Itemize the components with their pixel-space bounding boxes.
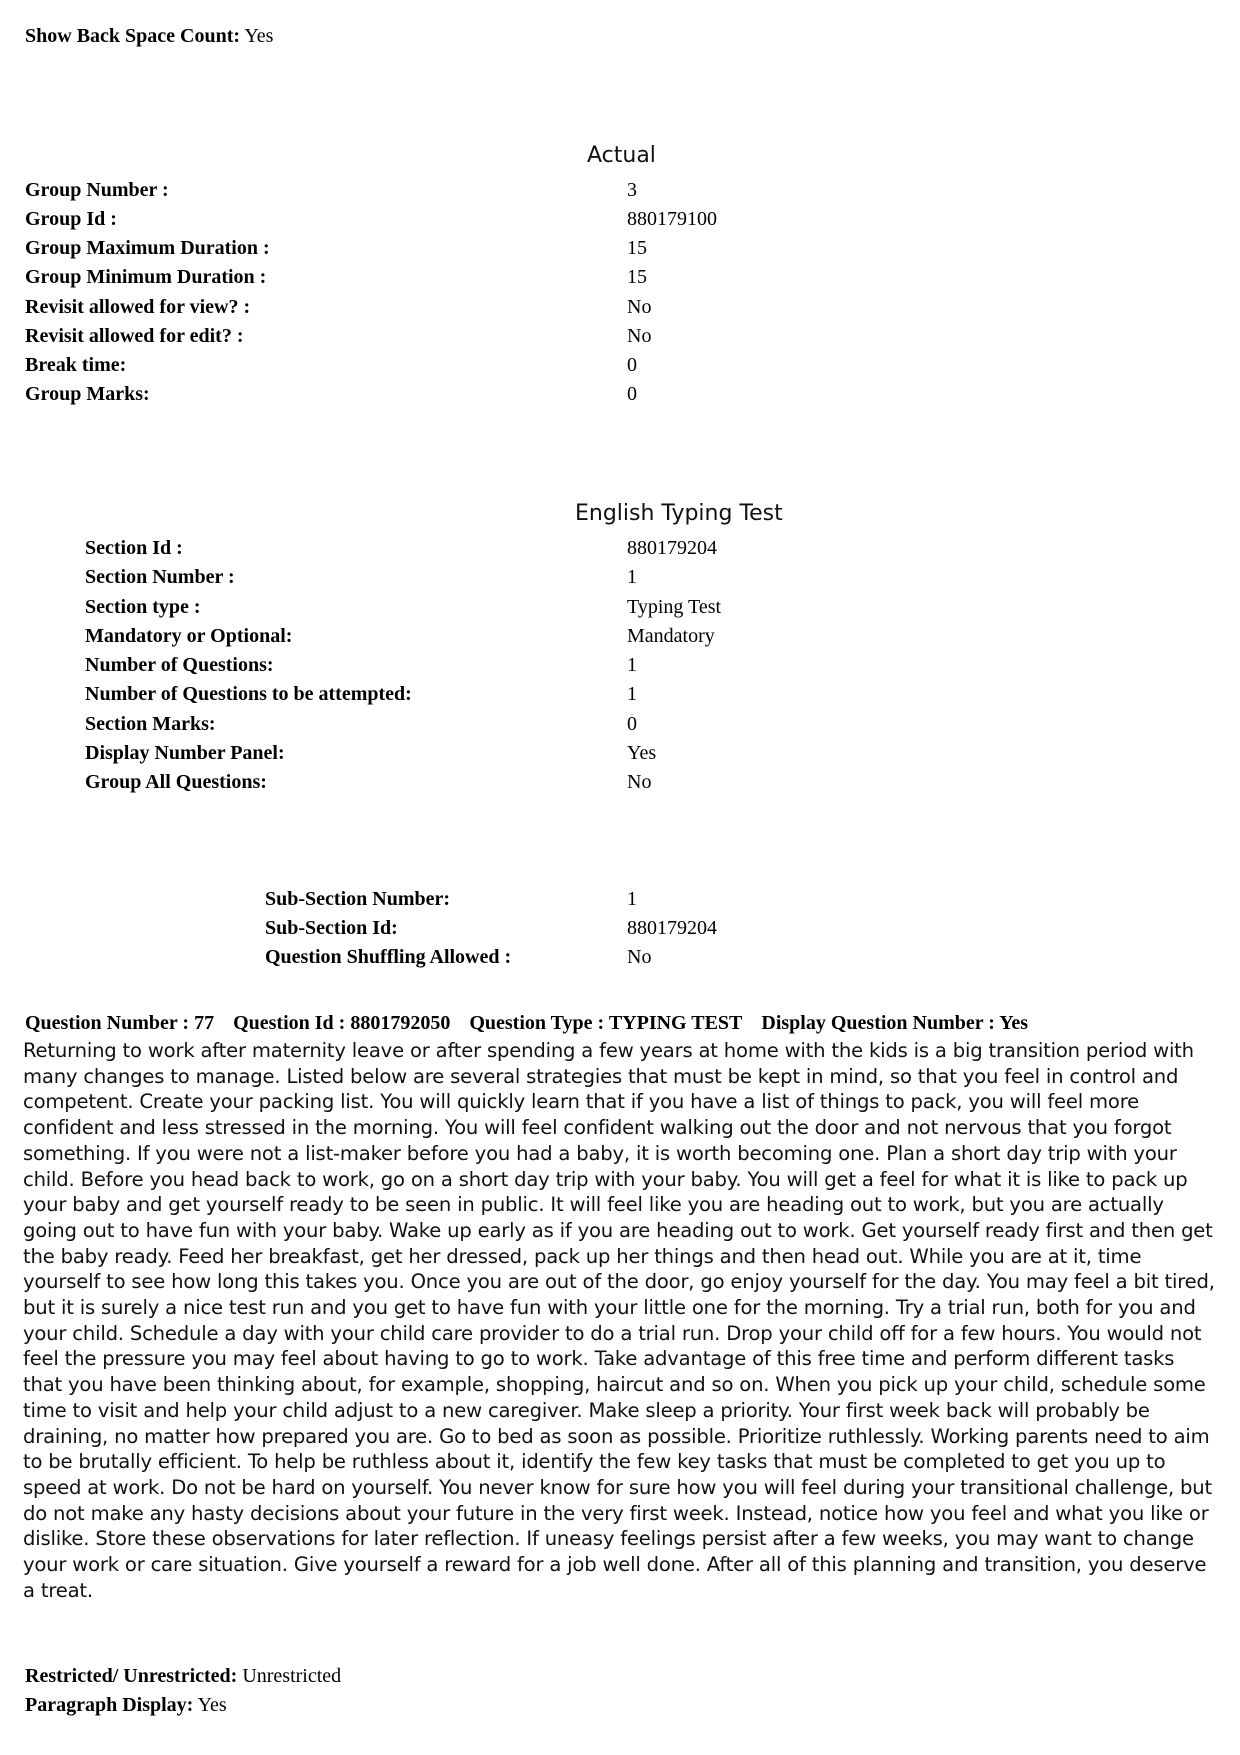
section-row-label: Mandatory or Optional: <box>85 625 293 647</box>
section-row-label: Number of Questions: <box>85 654 274 676</box>
section-row-value: 0 <box>627 713 637 735</box>
group-row-value: 15 <box>627 237 647 259</box>
section-row-value: 1 <box>627 566 637 588</box>
section-row-value: Typing Test <box>627 596 722 618</box>
group-row-label: Group Minimum Duration : <box>25 266 267 288</box>
group-row-label: Revisit allowed for view? : <box>25 296 251 318</box>
question-number: Question Number : 77 <box>25 1012 215 1034</box>
group-row-value: No <box>627 325 652 347</box>
section-row-value: Mandatory <box>627 625 715 647</box>
section-row <box>85 711 1225 737</box>
group-row-label: Group Id : <box>25 208 117 230</box>
section-row <box>85 623 1225 649</box>
show-back-space-count-value: Yes <box>244 25 274 47</box>
subsection-row-value: 1 <box>627 888 637 910</box>
paragraph-display-label: Paragraph Display: <box>25 1694 194 1716</box>
section-row-label: Section type : <box>85 596 201 618</box>
subsection-row-label: Sub-Section Number: <box>265 888 451 910</box>
group-row <box>25 235 1225 261</box>
group-row-label: Group Marks: <box>25 383 150 405</box>
group-row-value: 0 <box>627 354 637 376</box>
show-back-space-count <box>25 25 273 48</box>
section-row-value: Yes <box>627 742 657 764</box>
section-row-value: 880179204 <box>627 537 717 559</box>
paragraph-display-row <box>25 1694 227 1717</box>
group-row-value: 0 <box>627 383 637 405</box>
section-row-value: 1 <box>627 683 637 705</box>
show-back-space-count-label: Show Back Space Count: <box>25 25 241 47</box>
section-row <box>85 535 1225 561</box>
typing-passage: Returning to work after maternity leave or after spending a few years at home with the kids is a big transition period with many changes to manage. Listed below are several strategies that must be kept in mind, so that you feel in control and competent. Create your packing list. You will quickly learn that if you have a list of things to pack, you will feel more confident and less stressed in the morning. You will feel confident walking out the door and not nervous that you forgot something. If you were not a list-maker before you had a baby, it is worth becoming one. Plan a short day trip with your child. Before you head back to work, go on a short day trip with your baby. You will get a feel for what it is like to pack up your baby and get yourself ready to be seen in public. It will feel like you are heading out to work, but you are actually going out to have fun with your baby. Wake up early as if you are heading out to work. Get yourself ready first and then get the baby ready. Feed her breakfast, get her dressed, pack up her things and then head out. While you are at it, time yourself to see how long this takes you. Once you are out of the door, go enjoy yourself for the day. You may feel a bit tired, but it is surely a nice test run and you get to have fun with your little one for the morning. Try a trial run, both for you and your child. Schedule a day with your child care provider to do a trial run. Drop your child off for a few hours. You would not feel the pressure you may feel about having to go to work. Take advantage of this free time and perform different tasks that you have been thinking about, for example, shopping, haircut and so on. When you pick up your child, schedule some time to visit and help your child adjust to a new caregiver. Make sleep a priority. Your first week back will probably be draining, no matter how prepared you are. Go to bed as soon as possible. Prioritize ruthlessly. Working parents need to aim to be brutally efficient. To help be ruthless about it, identify the few key tasks that must be completed to get you up to speed at work. Do not be hard on yourself. You never know for sure how you will feel during your transitional challenge, but do not make any hasty decisions about your future in the very first week. Instead, notice how you feel and what you like or dislike. Store these observations for later reflection. If uneasy feelings persist after a few weeks, you may want to change your work or care situation. Give yourself a reward for a job well done. After all of this planning and transition, you deserve a treat. <box>23 1039 1215 1602</box>
question-id: Question Id : 8801792050 <box>233 1012 451 1034</box>
subsection-row-label: Question Shuffling Allowed : <box>265 946 512 968</box>
paragraph-display-value: Yes <box>197 1694 227 1716</box>
group-row <box>25 264 1225 290</box>
group-row-label: Group Number : <box>25 179 169 201</box>
subsection-row <box>265 944 1225 970</box>
group-row-value: 880179100 <box>627 208 717 230</box>
section-row-label: Group All Questions: <box>85 771 267 793</box>
group-row-label: Group Maximum Duration : <box>25 237 270 259</box>
group-row-label: Revisit allowed for edit? : <box>25 325 244 347</box>
group-row <box>25 323 1225 349</box>
group-row-value: 3 <box>627 179 637 201</box>
subsection-row <box>265 886 1225 912</box>
subsection-row-value: 880179204 <box>627 917 717 939</box>
restricted-label: Restricted/ Unrestricted: <box>25 1665 238 1687</box>
group-row <box>25 381 1225 407</box>
section-row-label: Section Id : <box>85 537 183 559</box>
section-row-value: 1 <box>627 654 637 676</box>
display-question-number: Display Question Number : Yes <box>761 1012 1029 1034</box>
subsection-row-label: Sub-Section Id: <box>265 917 398 939</box>
section-row <box>85 594 1225 620</box>
section-row-value: No <box>627 771 652 793</box>
section-row-label: Section Number : <box>85 566 235 588</box>
section-row <box>85 652 1225 678</box>
group-row <box>25 352 1225 378</box>
group-row-value: 15 <box>627 266 647 288</box>
group-row <box>25 206 1225 232</box>
section-row-label: Display Number Panel: <box>85 742 285 764</box>
group-row-value: No <box>627 296 652 318</box>
group-row-label: Break time: <box>25 354 127 376</box>
section-row-label: Number of Questions to be attempted: <box>85 683 412 705</box>
section-row <box>85 740 1225 766</box>
subsection-row <box>265 915 1225 941</box>
restricted-row <box>25 1665 341 1688</box>
question-type: Question Type : TYPING TEST <box>469 1012 743 1034</box>
group-row <box>25 294 1225 320</box>
section-row <box>85 564 1225 590</box>
section-row-label: Section Marks: <box>85 713 216 735</box>
restricted-value: Unrestricted <box>242 1665 342 1687</box>
section-title: English Typing Test <box>575 501 783 526</box>
group-title: Actual <box>587 143 656 168</box>
section-row <box>85 681 1225 707</box>
group-row <box>25 177 1225 203</box>
section-row <box>85 769 1225 795</box>
subsection-row-value: No <box>627 946 652 968</box>
question-header <box>25 1012 1042 1035</box>
